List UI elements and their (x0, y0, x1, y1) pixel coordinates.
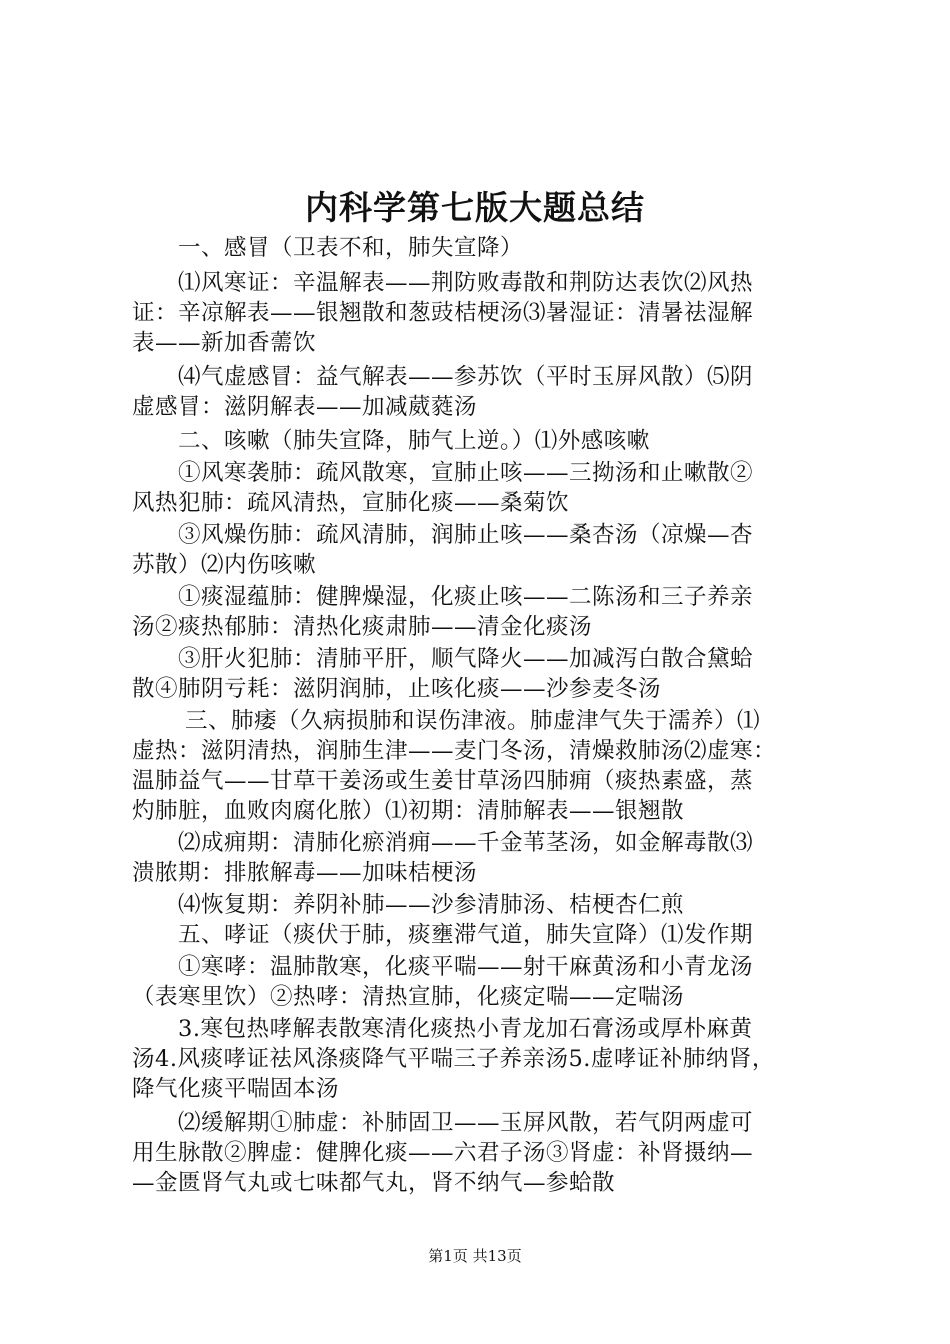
body-line: 虚热：滋阴清热，润肺生津——麦门冬汤，清燥救肺汤⑵虚寒： (132, 738, 777, 764)
body-line: ①寒哮：温肺散寒，化痰平喘——射干麻黄汤和小青龙汤 (178, 954, 754, 980)
body-line: 汤②痰热郁肺：清热化痰肃肺——清金化痰汤 (132, 614, 593, 640)
body-line: （表寒里饮）②热哮：清热宣肺，化痰定喘——定喘汤 (132, 984, 685, 1010)
body-line: 五、哮证（痰伏于肺，痰壅滞气道，肺失宣降）⑴发作期 (178, 922, 754, 948)
body-line: 溃脓期：排脓解毒——加味桔梗汤 (132, 860, 478, 886)
document-title: 内科学第七版大题总结 (305, 188, 645, 227)
body-line: 温肺益气——甘草干姜汤或生姜甘草汤四肺痈（痰热素盛，蒸 (132, 768, 754, 794)
body-line: ①痰湿蕴肺：健脾燥湿，化痰止咳——二陈汤和三子养亲 (178, 584, 754, 610)
body-line: 虚感冒：滋阴解表——加减葳蕤汤 (132, 394, 478, 420)
body-line: 用生脉散②脾虚：健脾化痰——六君子汤③肾虚：补肾摄纳— (132, 1140, 754, 1166)
body-line: ⑷气虚感冒：益气解表——参苏饮（平时玉屏风散）⑸阴 (178, 364, 754, 390)
body-line: 降气化痰平喘固本汤 (132, 1076, 340, 1102)
body-line: 一、感冒（卫表不和，肺失宣降） (178, 235, 524, 261)
body-line: 二、咳嗽（肺失宣降，肺气上逆。）⑴外感咳嗽 (178, 428, 650, 454)
body-line: ⑵成痈期：清肺化瘀消痈——千金苇茎汤，如金解毒散⑶ (178, 830, 754, 856)
body-line: 散④肺阴亏耗：滋阴润肺，止咳化痰——沙参麦冬汤 (132, 676, 662, 702)
body-line: 风热犯肺：疏风清热，宣肺化痰——桑菊饮 (132, 490, 570, 516)
body-line: 三、肺痿（久病损肺和误伤津液。肺虚津气失于濡养）⑴ (185, 708, 761, 734)
body-line: —金匮肾气丸或七味都气丸，肾不纳气—参蛤散 (132, 1170, 616, 1196)
body-line: 苏散）⑵内伤咳嗽 (132, 552, 317, 578)
body-line: 灼肺脏，血败肉腐化脓）⑴初期：清肺解表——银翘散 (132, 798, 685, 824)
body-line: ③肝火犯肺：清肺平肝，顺气降火——加减泻白散合黛蛤 (178, 646, 754, 672)
page-footer: 第1页 共13页 (428, 1247, 522, 1265)
body-line: ①风寒袭肺：疏风散寒，宣肺止咳——三拗汤和止嗽散② (178, 460, 754, 486)
body-line: 证：辛凉解表——银翘散和葱豉桔梗汤⑶暑湿证：清暑祛湿解 (132, 300, 754, 326)
body-line: 汤4.风痰哮证祛风涤痰降气平喘三子养亲汤5.虚哮证补肺纳肾， (132, 1046, 775, 1072)
body-line: 表——新加香薷饮 (132, 330, 317, 356)
body-line: ⑵缓解期①肺虚：补肺固卫——玉屏风散，若气阴两虚可 (178, 1110, 754, 1136)
body-line: ③风燥伤肺：疏风清肺，润肺止咳——桑杏汤（凉燥—杏 (178, 522, 754, 548)
body-line: 3.寒包热哮解表散寒清化痰热小青龙加石膏汤或厚朴麻黄 (178, 1016, 753, 1042)
body-line: ⑷恢复期：养阴补肺——沙参清肺汤、桔梗杏仁煎 (178, 892, 685, 918)
body-line: ⑴风寒证：辛温解表——荆防败毒散和荆防达表饮⑵风热 (178, 270, 754, 296)
